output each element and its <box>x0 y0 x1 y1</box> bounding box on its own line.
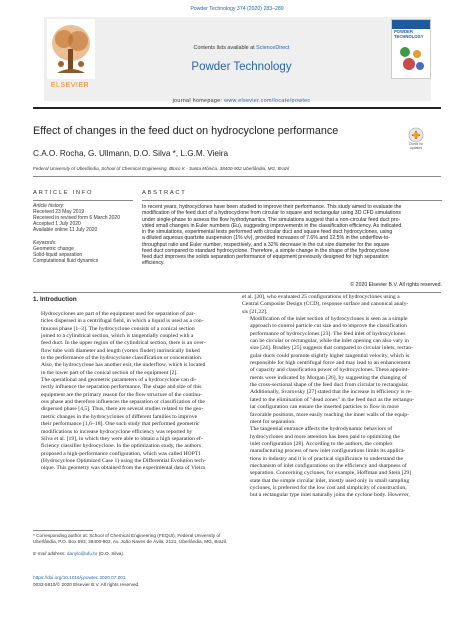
history-item: Received 23 May 2019 <box>33 209 85 216</box>
body-line: favorable positions, more easily reaching the inner walls of the equip- <box>250 411 410 418</box>
body-line: to the performance of the hydrocyclone classification or concentration. <box>41 355 203 362</box>
body-line: Silva et al. [19], in which they were able to obtain a high separation ef- <box>41 435 203 442</box>
body-paragraph <box>33 377 233 472</box>
body-line: dispersed phase [4,5]. Thus, there are several studies related to the geo- <box>41 406 204 413</box>
body-paragraph <box>242 316 442 426</box>
abstract-line: a diluted aqueous quartzite suspension (1% v/v), provided increases of 7.6% and 12.5% in the underflow-to- <box>142 235 390 242</box>
cover-title: POWDER TECHNOLOGY <box>394 29 424 39</box>
journal-title: Powder Technology <box>191 61 292 73</box>
abstract-line: feed duct improves the solids separation performance of equipment previously designed for high separation <box>142 254 389 260</box>
contents-prefix: Contents lists available at <box>193 45 257 51</box>
body-line: ticles dispersed in a centrifugal field, in which a liquid is used as a con- <box>41 318 204 325</box>
body-line: rectly influence the separation performance. The shape and size of this <box>41 384 202 391</box>
body-paragraph <box>33 311 233 377</box>
abstract-text <box>142 204 442 267</box>
journal-header-box <box>44 17 431 101</box>
body-line: Modification of the inlet section of hydrocyclones is seen as a simple <box>250 316 408 323</box>
homepage-link[interactable]: www.elsevier.com/locate/powtec <box>224 98 311 104</box>
body-line: in the lower part of the conical section of the equipment [2]. <box>41 369 178 376</box>
body-line: modifications to increase hydrocyclone efficiency was reported by <box>41 428 193 435</box>
abstract-line: in the simulations, experimental tests performed with circular duct and square feed duct hydrocyclones, using <box>142 229 393 235</box>
body-line: Central Composite Design (CCD), response surface and canonical analy- <box>242 301 409 308</box>
body-line: sis [21,22]. <box>242 308 268 315</box>
body-line: mechanism of inlet configurations on the efficiency and sharpness of <box>250 462 407 469</box>
author-list: C.A.O. Rocha, G. Ullmann, D.O. Silva *, L.G.M. Vieira <box>33 149 229 158</box>
doi-link <box>33 575 233 581</box>
body-line: can be circular or rectangular, while the inlet opening can also vary in <box>250 338 409 345</box>
body-line: their performance [1,6–18]. One such study that performed geometric <box>41 421 200 428</box>
body-left-column <box>33 311 233 473</box>
header-divider <box>33 107 441 109</box>
body-line: Additionally, Svarovsky [27] stated that the increase in efficiency is re- <box>250 389 413 396</box>
body-paragraph <box>242 294 442 316</box>
body-line: equipment are the primary reason for the flow structure of the continu- <box>41 391 202 398</box>
body-line: performance of hydrocyclones [23]. The feed inlet of hydrocyclones <box>250 330 406 337</box>
history-label: Article history: <box>33 203 65 209</box>
email-suffix: (D.O. Silva). <box>97 551 125 556</box>
sciencedirect-link[interactable]: ScienceDirect <box>256 45 290 51</box>
contents-line <box>100 45 383 51</box>
body-line: responsible for high centrifugal force and may lead to an enhancement <box>250 360 411 367</box>
body-line: Also, the hydrocyclone has another exit, the underflow, which is located <box>41 362 206 369</box>
body-line: of capacity and classification power of hydrocyclones. These appoint- <box>250 367 410 374</box>
body-line: separation. Concerning cyclones, for example, Hoffman and Stein [29] <box>250 470 412 477</box>
abstract-line: vided small changes in Euler numbers (Eu), suggesting improvements in the classification efficiency. As indicated <box>142 222 402 229</box>
affiliation-divider <box>33 176 441 177</box>
body-line: the cross-sectional shape of the feed duct from circular to rectangular. <box>250 382 409 389</box>
body-line: cyclones, is preferred for the low cost and simplicity of construction, <box>250 484 407 491</box>
email-label: E-mail address: <box>33 551 67 556</box>
cover-artwork-icon <box>395 42 427 74</box>
corresponding-author-note: * Corresponding author at: School of Chemical Engineering (FEQUI), Federal University of Uberlândia, P.O. Box 593, 38400-902, Av. João Naves de Ávila, 2121, Uberlândia, MG, Brazil. <box>33 533 228 544</box>
email-note <box>33 551 233 557</box>
history-item: Received in revised form 6 March 2020 <box>33 215 120 222</box>
keywords <box>33 240 133 264</box>
issn-line: 0032-5910/© 2020 Elsevier B.V. All rights reserved. <box>33 582 140 587</box>
body-line: inlet configuration [28]. According to the authors, the complex <box>250 440 393 447</box>
abstract-line: throughput ratio and Euler number, respectively, and a 32% decrease in the cut size diameter for the square <box>142 241 390 248</box>
abstract-line: efficiency. <box>142 260 165 267</box>
body-line: lar configuration can ensure the inserted particles to flow in more <box>250 404 399 411</box>
abstract-divider <box>142 200 442 201</box>
abstract-line: modification of the feed duct of a hydrocyclone from circular to square and rectangular using 3D CFD simulations <box>142 210 401 217</box>
body-line: nique. This geometry was obtained from the experimental data of Vieira <box>41 465 205 472</box>
keyword-item: Solid-liquid separation <box>33 252 83 259</box>
body-line: ficiency classifier hydrocyclone. In the optimization study, the authors <box>41 443 202 450</box>
keywords-label: Keywords: <box>33 240 57 246</box>
history-item: Available online 11 July 2020 <box>33 227 98 234</box>
publisher-name: ELSEVIER <box>50 82 90 89</box>
body-line: ment for separation. <box>250 418 296 425</box>
email-link[interactable]: danylo@ufu.br <box>66 551 98 556</box>
body-line: joined to a cylindrical section, which is tangentially coupled with a <box>41 333 194 340</box>
body-line: et al. [20], who evaluated 25 configurations of hydrocyclones using a <box>242 294 400 300</box>
journal-reference[interactable]: Powder Technology 374 (2020) 283–289 <box>190 6 284 12</box>
body-line: tions in industry and it is of practical significance to understand the <box>250 455 404 462</box>
journal-cover-image <box>391 19 431 79</box>
body-line: Hydrocyclones are part of the equipment used for separation of par- <box>41 311 196 317</box>
body-line: lated to the elimination of "dead zones" in the feed duct as the rectangu- <box>250 396 414 403</box>
history-item: Accepted 1 July 2020 <box>33 221 81 228</box>
body-line: (Hydrocyclone Optimized Case 1) using the Differential Evolution tech- <box>41 457 206 464</box>
abstract-line: In recent years, hydrocyclones have been studied to improve their performance. This study aimed to evaluate the <box>142 204 402 210</box>
body-line: but a rectangular type inlet naturally joins the cyclone body. However, <box>250 492 410 499</box>
journal-homepage <box>100 98 383 104</box>
article-history <box>33 203 133 233</box>
author-affiliation: Federal University of Uberlândia, School of Chemical Engineering, Bloco K - Santa Mônica, 38400-902 Uberlândia, MG, Brazil <box>33 166 290 171</box>
body-line: manufacturing process of new inlet configurations limits its applica- <box>250 448 406 455</box>
body-line: flow tube with diameter and length (vortex finder) intrinsically linked <box>41 347 200 354</box>
abstract-line: feed duct compared to standard hydrocyclone. Therefore, a simple change in the shape of the hydrocyclone <box>142 247 390 254</box>
body-line: proposed a high-performance configuration, which was called HOPT1 <box>41 450 202 457</box>
body-line: tinuous phase [1–3]. The hydrocyclone consists of a conical section <box>41 325 195 332</box>
footnote-divider <box>33 530 93 531</box>
abstract-bottom-divider <box>33 292 441 293</box>
article-info-heading: ARTICLE INFO <box>33 190 94 196</box>
doi-url[interactable]: https://doi.org/10.1016/j.powtec.2020.07.001 <box>33 575 126 580</box>
keyword-item: Computational fluid dynamics <box>33 258 99 265</box>
section-heading-introduction: 1. Introduction <box>33 296 77 303</box>
body-line: ments were indicated by Morgan [26], by suggesting the changing of <box>250 374 407 381</box>
elsevier-tree-logo <box>47 19 95 79</box>
body-paragraph <box>242 426 442 499</box>
body-line: state that the simple circular inlet, mostly used only in small sampling <box>250 477 410 484</box>
body-line: size [24]. Bradley [25] suggests that compared to circular inlets, rectan- <box>250 345 413 352</box>
article-info-divider <box>33 200 133 201</box>
body-line: hydrocyclones and more attention has been paid to optimizing the <box>250 433 400 440</box>
article-title: Effect of changes in the feed duct on hydrocyclone performance <box>33 125 339 137</box>
body-line: The tangential entrance affects the hydrodynamic behaviors of <box>250 426 393 433</box>
body-line: metric changes in the hydrocyclones of different families to improve <box>41 413 198 420</box>
body-line: feed duct. In the upper region of the cylindrical section, there is an over- <box>41 340 206 347</box>
abstract-copyright: © 2020 Elsevier B.V. All rights reserved. <box>350 282 442 288</box>
body-line: ous phase and therefore influences the separation or classification of the <box>41 399 205 406</box>
body-line: approach to control particle cut size and to improve the classification <box>250 323 407 330</box>
crossmark-badge[interactable] <box>404 126 428 152</box>
body-line: The operational and geometric parameters of a hydrocyclone can di- <box>41 377 197 384</box>
body-line: gular ducts could promote slightly higher tangential velocity, which is <box>250 352 410 359</box>
keyword-item: Geometric change <box>33 246 74 253</box>
homepage-prefix: journal homepage: <box>172 98 225 104</box>
abstract-line: under single-phase to assess the flow hydrodynamics. The simulations suggest that a non-circular feed duct pro- <box>142 216 401 223</box>
abstract-heading: ABSTRACT <box>142 190 187 196</box>
crossmark-label: Check for updates <box>408 142 424 150</box>
body-right-column <box>242 294 442 500</box>
